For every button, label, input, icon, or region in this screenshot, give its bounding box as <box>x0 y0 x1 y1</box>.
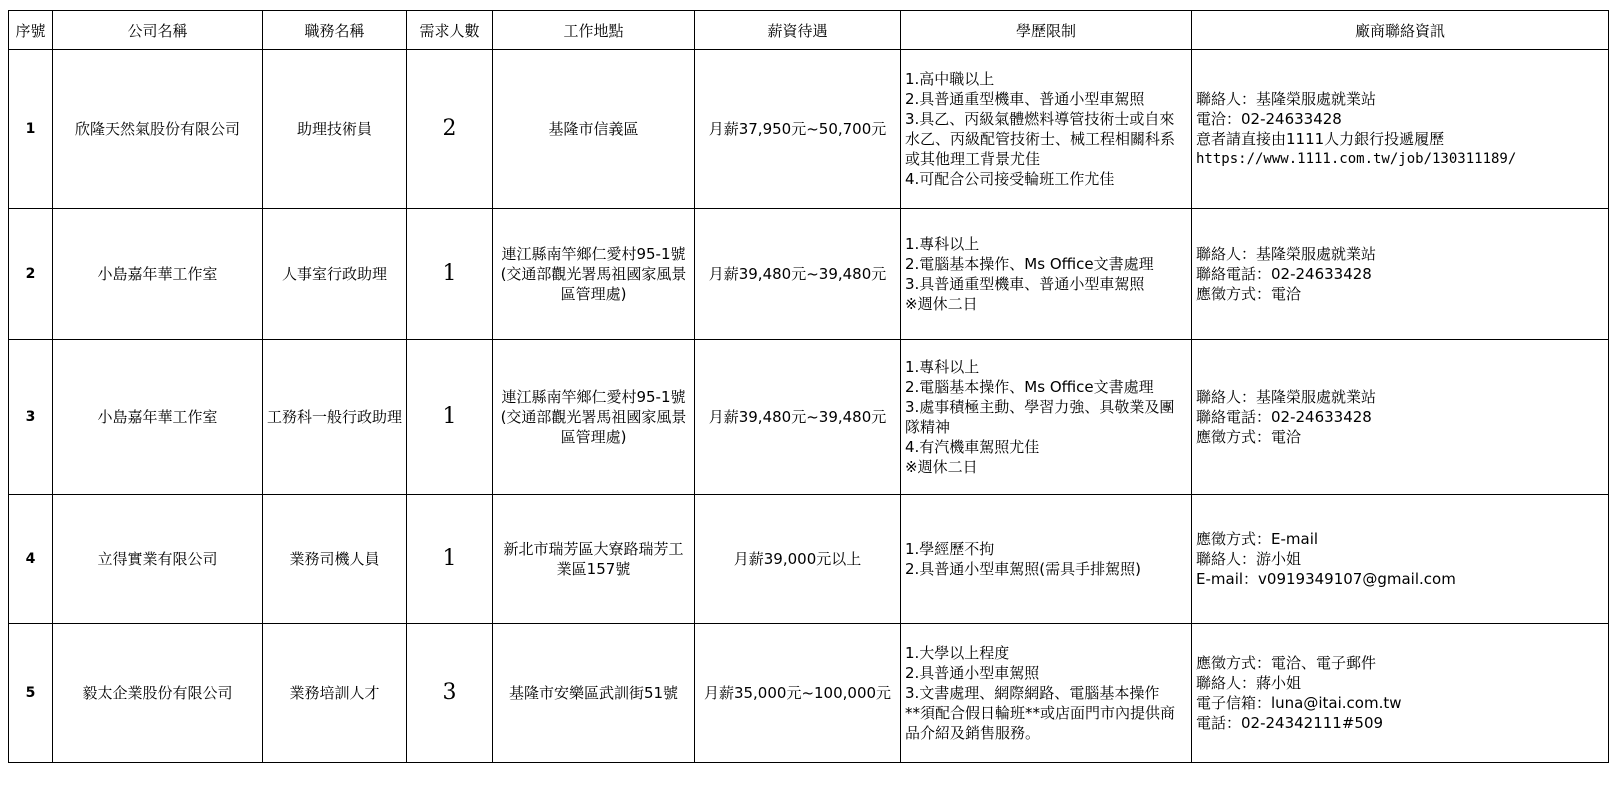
contact-line: 聯絡電話：02-24633428 <box>1196 265 1372 283</box>
education-line: 2.具普通小型車駕照 <box>905 664 1040 682</box>
table-row <box>9 209 1609 340</box>
contact-line: 應徵方式：電洽 <box>1196 285 1302 303</box>
contact-line: 電話：02-24342111#509 <box>1196 714 1384 732</box>
cell-location <box>493 624 695 763</box>
cell-company: 小島嘉年華工作室 <box>53 209 263 340</box>
education-line: 4.可配合公司接受輪班工作尤佳 <box>905 170 1115 188</box>
header-seq: 序號 <box>9 11 53 50</box>
job-listing-sheet <box>8 10 1608 763</box>
cell-company: 欣隆天然氣股份有限公司 <box>53 50 263 209</box>
cell-education <box>901 495 1192 624</box>
cell-seq: 1 <box>9 50 53 209</box>
cell-seq: 3 <box>9 340 53 495</box>
cell-location <box>493 340 695 495</box>
cell-job: 業務司機人員 <box>263 495 407 624</box>
location-line: 連江縣南竿鄉仁愛村95-1號 <box>501 245 686 263</box>
education-line: 4.有汽機車駕照尤佳 <box>905 438 1040 456</box>
location-line: 新北市瑞芳區大寮路瑞芳工業區157號 <box>503 540 684 578</box>
education-line: 3.處事積極主動、學習力強、具敬業及團隊精神 <box>905 398 1175 436</box>
cell-seq: 2 <box>9 209 53 340</box>
cell-salary: 月薪39,480元~39,480元 <box>695 340 901 495</box>
cell-location <box>493 495 695 624</box>
contact-line: 聯絡人：基隆榮服處就業站 <box>1196 90 1377 108</box>
education-line: ※週休二日 <box>905 295 978 313</box>
cell-count: 2 <box>407 50 493 209</box>
education-line: 3.具乙、丙級氣體燃料導管技術士或自來水乙、丙級配管技術士、械工程相關科系或其他理工背景尤佳 <box>905 110 1176 168</box>
cell-count: 1 <box>407 209 493 340</box>
education-line: ※週休二日 <box>905 458 978 476</box>
table-row <box>9 50 1609 209</box>
header-salary: 薪資待遇 <box>695 11 901 50</box>
cell-contact <box>1192 495 1609 624</box>
education-line: 2.具普通小型車駕照(需具手排駕照) <box>905 560 1142 578</box>
contact-line: 聯絡人：游小姐 <box>1196 550 1302 568</box>
cell-count: 3 <box>407 624 493 763</box>
education-line: 2.電腦基本操作、Ms Office文書處理 <box>905 255 1154 273</box>
table-row <box>9 340 1609 495</box>
contact-email-link[interactable]: E-mail：v0919349107@gmail.com <box>1196 570 1456 588</box>
education-line: 1.大學以上程度 <box>905 644 1010 662</box>
cell-contact <box>1192 50 1609 209</box>
education-line: 3.具普通重型機車、普通小型車駕照 <box>905 275 1145 293</box>
location-line: (交通部觀光署馬祖國家風景區管理處) <box>500 265 687 303</box>
table-row <box>9 624 1609 763</box>
education-line: **須配合假日輪班**或店面門市內提供商品介紹及銷售服務。 <box>905 704 1176 742</box>
location-line: 連江縣南竿鄉仁愛村95-1號 <box>501 388 686 406</box>
location-line: 基隆市安樂區武訓街51號 <box>508 684 679 702</box>
education-line: 2.具普通重型機車、普通小型車駕照 <box>905 90 1145 108</box>
cell-salary: 月薪35,000元~100,000元 <box>695 624 901 763</box>
cell-education <box>901 50 1192 209</box>
education-line: 1.專科以上 <box>905 235 980 253</box>
header-contact: 廠商聯絡資訊 <box>1192 11 1609 50</box>
contact-line: 應徵方式：電洽、電子郵件 <box>1196 654 1377 672</box>
header-count: 需求人數 <box>407 11 493 50</box>
contact-line: 電洽：02-24633428 <box>1196 110 1342 128</box>
cell-education <box>901 209 1192 340</box>
education-line: 1.高中職以上 <box>905 70 995 88</box>
cell-contact <box>1192 340 1609 495</box>
contact-line: 應徵方式：E-mail <box>1196 530 1319 548</box>
contact-line: 聯絡電話：02-24633428 <box>1196 408 1372 426</box>
education-line: 1.學經歷不拘 <box>905 540 995 558</box>
cell-salary: 月薪37,950元~50,700元 <box>695 50 901 209</box>
contact-line: 聯絡人：基隆榮服處就業站 <box>1196 245 1377 263</box>
cell-location <box>493 209 695 340</box>
education-line: 1.專科以上 <box>905 358 980 376</box>
contact-url-link[interactable]: https://www.1111.com.tw/job/130311189/ <box>1196 151 1517 167</box>
contact-line: 意者請直接由1111人力銀行投遞履歷 <box>1196 130 1445 148</box>
contact-line: 聯絡人：基隆榮服處就業站 <box>1196 388 1377 406</box>
cell-company: 毅太企業股份有限公司 <box>53 624 263 763</box>
location-line: (交通部觀光署馬祖國家風景區管理處) <box>500 408 687 446</box>
location-line: 基隆市信義區 <box>548 120 639 138</box>
cell-location <box>493 50 695 209</box>
cell-count: 1 <box>407 340 493 495</box>
cell-company: 立得實業有限公司 <box>53 495 263 624</box>
education-line: 2.電腦基本操作、Ms Office文書處理 <box>905 378 1154 396</box>
cell-education <box>901 340 1192 495</box>
contact-line: 聯絡人：蔣小姐 <box>1196 674 1302 692</box>
cell-job: 人事室行政助理 <box>263 209 407 340</box>
cell-salary: 月薪39,480元~39,480元 <box>695 209 901 340</box>
header-company: 公司名稱 <box>53 11 263 50</box>
header-job: 職務名稱 <box>263 11 407 50</box>
cell-count: 1 <box>407 495 493 624</box>
cell-seq: 4 <box>9 495 53 624</box>
cell-company: 小島嘉年華工作室 <box>53 340 263 495</box>
table-row <box>9 495 1609 624</box>
cell-job: 工務科一般行政助理 <box>263 340 407 495</box>
contact-line: 應徵方式：電洽 <box>1196 428 1302 446</box>
header-row <box>9 11 1609 50</box>
contact-email-link[interactable]: 電子信箱：luna@itai.com.tw <box>1196 694 1402 712</box>
job-listing-table <box>8 10 1609 763</box>
cell-salary: 月薪39,000元以上 <box>695 495 901 624</box>
education-line: 3.文書處理、網際網路、電腦基本操作 <box>905 684 1160 702</box>
cell-contact <box>1192 624 1609 763</box>
header-location: 工作地點 <box>493 11 695 50</box>
cell-job: 助理技術員 <box>263 50 407 209</box>
cell-education <box>901 624 1192 763</box>
header-education: 學歷限制 <box>901 11 1192 50</box>
cell-job: 業務培訓人才 <box>263 624 407 763</box>
cell-seq: 5 <box>9 624 53 763</box>
cell-contact <box>1192 209 1609 340</box>
